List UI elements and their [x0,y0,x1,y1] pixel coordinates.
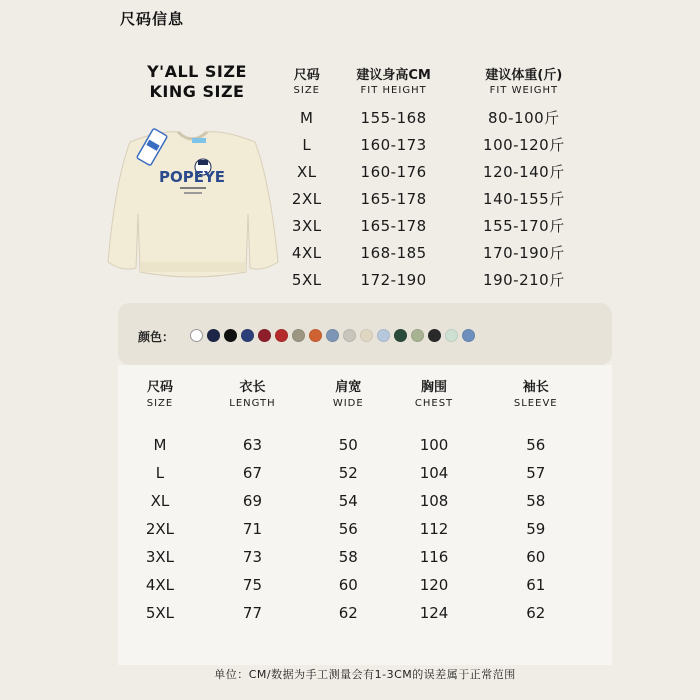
cell-wide: 58 [338,548,358,566]
measure-header-en [125,395,590,411]
header-height-en: FIT HEIGHT [360,85,427,96]
measure-header-cn [125,376,590,395]
cell-weight: 190-210斤 [483,271,565,289]
cell-size: 5XL [145,604,175,622]
cell-length: 71 [242,520,262,538]
cell-weight: 155-170斤 [483,217,565,235]
header-wide-en: WIDE [332,397,364,409]
cell-weight: 120-140斤 [483,163,565,181]
header-size-cn: 尺码 [146,380,173,395]
fit-table-header-cn [282,64,592,83]
color-swatch[interactable] [258,329,271,342]
color-swatch[interactable] [445,329,458,342]
cell-length: 75 [242,576,262,594]
color-swatch[interactable] [360,329,373,342]
brand-block [132,62,262,102]
cell-wide: 56 [338,520,358,538]
cell-size: L [302,135,312,154]
color-swatch[interactable] [292,329,305,342]
cell-weight: 80-100斤 [488,109,560,127]
color-swatch[interactable] [428,329,441,342]
cell-chest: 116 [419,548,449,566]
color-swatch[interactable] [394,329,407,342]
cell-height: 160-176 [360,162,427,181]
fit-size-table [282,64,592,293]
cell-chest: 100 [419,436,449,454]
cell-wide: 50 [338,436,358,454]
color-label: 颜色： [138,330,175,344]
cell-height: 155-168 [360,108,427,127]
table-row [125,599,590,627]
brand-line-1: Y'ALL SIZE [147,62,247,81]
header-weight-cn: 建议体重(斤) [485,68,563,83]
color-swatch[interactable] [224,329,237,342]
brand-line-2: KING SIZE [149,82,245,101]
sweatshirt-logo: POPEYE [158,168,226,186]
color-swatch[interactable] [326,329,339,342]
cell-height: 165-178 [360,216,427,235]
color-swatch[interactable] [207,329,220,342]
table-row [125,487,590,515]
cell-height: 160-173 [360,135,427,154]
cell-chest: 124 [419,604,449,622]
table-row [282,158,592,185]
cell-length: 63 [242,436,262,454]
header-size-en: SIZE [293,85,320,96]
header-size-en: SIZE [146,397,174,409]
cell-weight: 170-190斤 [483,244,565,262]
table-row [282,239,592,266]
color-swatch-list [190,329,475,342]
cell-sleeve: 57 [526,464,546,482]
header-wide-cn: 肩宽 [335,380,362,395]
cell-length: 77 [242,604,262,622]
sweatshirt-image [100,122,285,287]
cell-height: 165-178 [360,189,427,208]
cell-length: 67 [242,464,262,482]
cell-weight: 100-120斤 [483,136,565,154]
cell-sleeve: 62 [526,604,546,622]
header-chest-en: CHEST [414,397,454,409]
cell-height: 168-185 [360,243,427,262]
cell-size: L [155,464,165,482]
cell-height: 172-190 [360,270,427,289]
cell-weight: 140-155斤 [483,190,565,208]
table-row [125,515,590,543]
header-length-cn: 衣长 [239,380,266,395]
cell-size: XL [150,492,170,510]
measurement-note: 单位：CM/数据为手工测量会有1-3CM的误差属于正常范围 [214,668,516,681]
measurement-table [125,376,590,627]
cell-size: XL [296,162,317,181]
cell-size: 2XL [291,189,322,208]
color-swatch[interactable] [411,329,424,342]
color-swatch[interactable] [377,329,390,342]
cell-length: 73 [242,548,262,566]
corner-title: 尺码信息 [120,10,185,28]
header-length-en: LENGTH [229,397,276,409]
color-swatch[interactable] [309,329,322,342]
table-row [282,185,592,212]
cell-sleeve: 58 [526,492,546,510]
cell-size: 3XL [291,216,322,235]
cell-wide: 52 [338,464,358,482]
cell-wide: 60 [338,576,358,594]
color-swatch[interactable] [190,329,203,342]
color-swatch[interactable] [241,329,254,342]
cell-sleeve: 59 [526,520,546,538]
cell-length: 69 [242,492,262,510]
color-swatch[interactable] [343,329,356,342]
color-swatch[interactable] [275,329,288,342]
cell-wide: 54 [338,492,358,510]
cell-chest: 104 [419,464,449,482]
table-row [125,571,590,599]
cell-size: M [153,436,167,454]
cell-size: 3XL [145,548,175,566]
fit-table-header-en [282,83,592,98]
header-chest-cn: 胸围 [421,380,448,395]
cell-chest: 120 [419,576,449,594]
header-size-cn: 尺码 [293,68,320,83]
color-swatch[interactable] [462,329,475,342]
cell-chest: 108 [419,492,449,510]
header-weight-en: FIT WEIGHT [489,85,559,96]
table-row [282,266,592,293]
cell-sleeve: 56 [526,436,546,454]
cell-wide: 62 [338,604,358,622]
cell-size: 4XL [145,576,175,594]
table-row [282,104,592,131]
cell-size: 2XL [145,520,175,538]
table-row [282,131,592,158]
cell-chest: 112 [419,520,449,538]
table-row [125,431,590,459]
cell-sleeve: 60 [526,548,546,566]
table-row [125,459,590,487]
table-row [125,543,590,571]
sweatshirt-illustration [100,122,285,287]
cell-size: 4XL [291,243,322,262]
header-sleeve-en: SLEEVE [513,397,558,409]
cell-sleeve: 61 [526,576,546,594]
header-sleeve-cn: 袖长 [522,380,549,395]
cell-size: 5XL [291,270,322,289]
table-row [282,212,592,239]
cell-size: M [300,108,314,127]
header-height-cn: 建议身高CM [356,68,431,83]
